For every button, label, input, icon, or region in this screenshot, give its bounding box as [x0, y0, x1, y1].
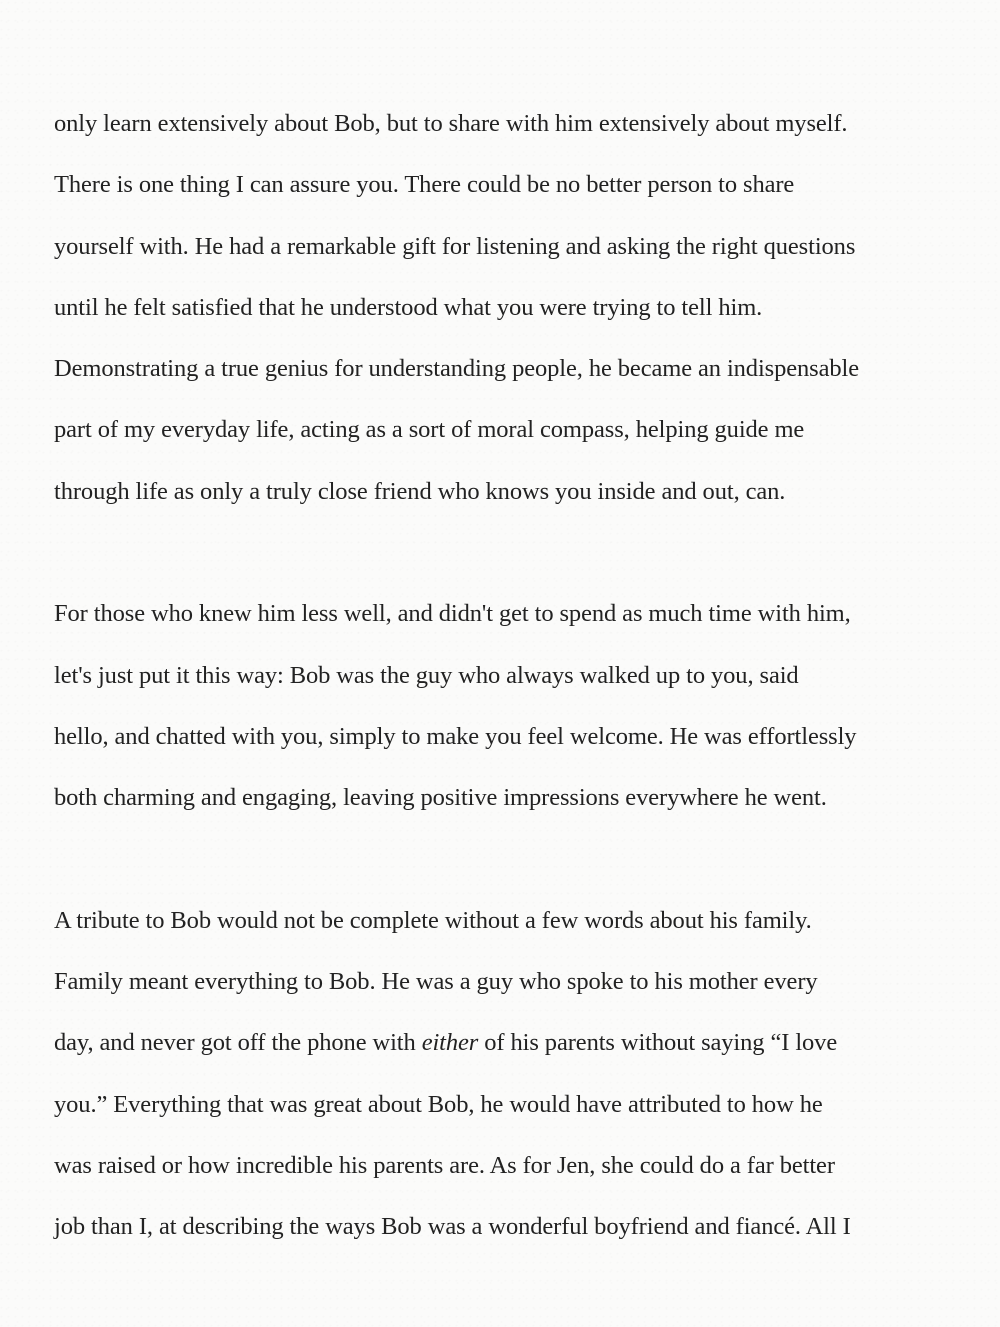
text-run: day, and never got off the phone with [54, 1029, 422, 1057]
paragraph-break [54, 840, 954, 901]
text-line: through life as only a truly close friend who knows you inside and out, can. [54, 477, 786, 505]
text-line: let's just put it this way: Bob was the guy who always walked up to you, said [54, 661, 799, 689]
text-line: hello, and chatted with you, simply to make you feel welcome. He was effortlessly [54, 722, 857, 750]
paragraph-acquaintances [54, 594, 954, 839]
text-line: There is one thing I can assure you. There could be no better person to share [54, 171, 795, 199]
text-line: you.” Everything that was great about Bob, he would have attributed to how he [54, 1090, 823, 1118]
text-line: Family meant everything to Bob. He was a guy who spoke to his mother every [54, 968, 818, 996]
text-line: only learn extensively about Bob, but to share with him extensively about myself. [54, 110, 848, 137]
text-line: For those who knew him less well, and didn't get to spend as much time with him, [54, 600, 851, 628]
paragraph-memories [54, 104, 954, 533]
text-line: until he felt satisfied that he understood what you were trying to tell him. [54, 293, 763, 321]
paragraph-break [54, 533, 954, 594]
paragraph-family [54, 901, 954, 1269]
text-line-with-emphasis [54, 1023, 954, 1084]
text-line: A tribute to Bob would not be complete without a few words about his family. [54, 906, 812, 934]
text-line: was raised or how incredible his parents are. As for Jen, she could do a far better [54, 1152, 835, 1180]
text-line: both charming and engaging, leaving positive impressions everywhere he went. [54, 784, 827, 812]
text-line: part of my everyday life, acting as a sort of moral compass, helping guide me [54, 416, 805, 444]
text-run: of his parents without saying “I love [478, 1029, 838, 1057]
text-line: Demonstrating a true genius for understanding people, he became an indispensable [54, 355, 860, 383]
text-line: yourself with. He had a remarkable gift for listening and asking the right questions [54, 232, 856, 260]
document-body [54, 104, 954, 1269]
text-line: job than I, at describing the ways Bob was a wonderful boyfriend and fiancé. All I [54, 1213, 851, 1241]
emphasized-word: either [421, 1029, 479, 1057]
